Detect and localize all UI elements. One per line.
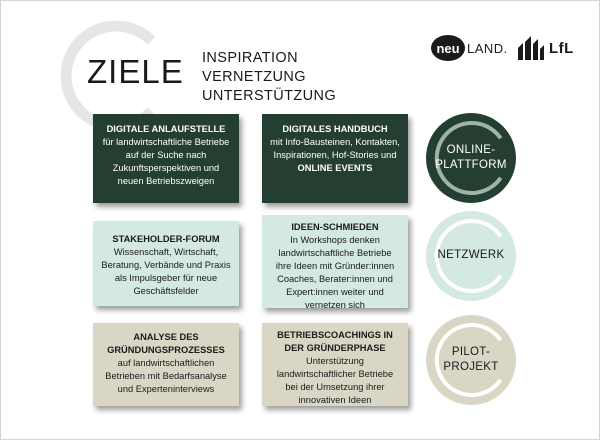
box-digitale-anlaufstelle — [93, 114, 239, 203]
box-title: DIGITALES HANDBUCH — [282, 124, 388, 134]
box-analyse-gruendungsprozess — [93, 323, 239, 406]
circle-label-line: PLATTFORM — [435, 159, 507, 171]
circle-label-line: NETZWERK — [437, 249, 505, 261]
box-betriebscoachings — [262, 323, 408, 406]
circle-label — [425, 248, 517, 263]
neuland-logo-circle: neu — [431, 35, 465, 61]
box-text: auf landwirtschaftlichen Betrieben mit Bedarfsanalyse und Experteninterviews — [105, 358, 227, 394]
goal-unterstuetzung: UNTERSTÜTZUNG — [202, 88, 337, 104]
neuland-logo — [431, 33, 508, 63]
box-title: STAKEHOLDER-FORUM — [112, 234, 220, 244]
circle-label — [425, 143, 517, 173]
circle-netzwerk — [425, 210, 517, 302]
circle-online-plattform — [425, 112, 517, 204]
circle-label-line: ONLINE- — [446, 144, 496, 156]
circle-label-line: PROJEKT — [443, 361, 499, 373]
box-digitales-handbuch — [262, 114, 408, 203]
circle-pilotprojekt — [425, 314, 517, 406]
box-text: für landwirtschaftliche Betriebe auf der Suche nach Zukunftsperspektiven und neuen Betriebszweigen — [102, 137, 230, 186]
circle-label — [425, 345, 517, 375]
box-title: DIGITALE ANLAUFSTELLE — [106, 124, 226, 134]
box-title: ANALYSE DES GRÜNDUNGSPROZESSES — [107, 332, 225, 355]
lfl-logo — [517, 35, 574, 61]
box-text: In Workshops denken landwirtschaftliche Betriebe ihre Ideen mit Gründer:innen Coaches, Berater:innen und Expert:innen weiter und vernetzen sich — [275, 235, 395, 310]
box-text: Wissenschaft, Wirtschaft, Beratung, Verbände und Praxis als Impulsgeber für neue Geschäftsfelder — [101, 247, 231, 296]
box-title: BETRIEBSCOACHINGS IN DER GRÜNDERPHASE — [277, 330, 393, 353]
page-title: ZIELE — [87, 53, 184, 90]
box-text-bold: ONLINE EVENTS — [297, 163, 373, 173]
neuland-logo-text: LAND. — [467, 40, 508, 56]
goal-vernetzung: VERNETZUNG — [202, 69, 306, 85]
goals-list — [202, 49, 336, 106]
box-text: mit Info-Bausteinen, Kontakten, Inspirationen, Hof-Stories und — [270, 137, 400, 160]
box-stakeholder-forum — [93, 221, 239, 306]
lfl-logo-text: LfL — [549, 39, 574, 57]
goal-inspiration: INSPIRATION — [202, 50, 298, 66]
circle-label-line: PILOT- — [451, 346, 491, 358]
box-title: IDEEN-SCHMIEDEN — [291, 222, 379, 232]
box-text: Unterstützung landwirtschaftlicher Betriebe bei der Umsetzung ihrer innovativen Ideen — [276, 356, 394, 405]
lfl-logo-icon — [517, 35, 545, 61]
box-ideen-schmieden — [262, 215, 408, 308]
